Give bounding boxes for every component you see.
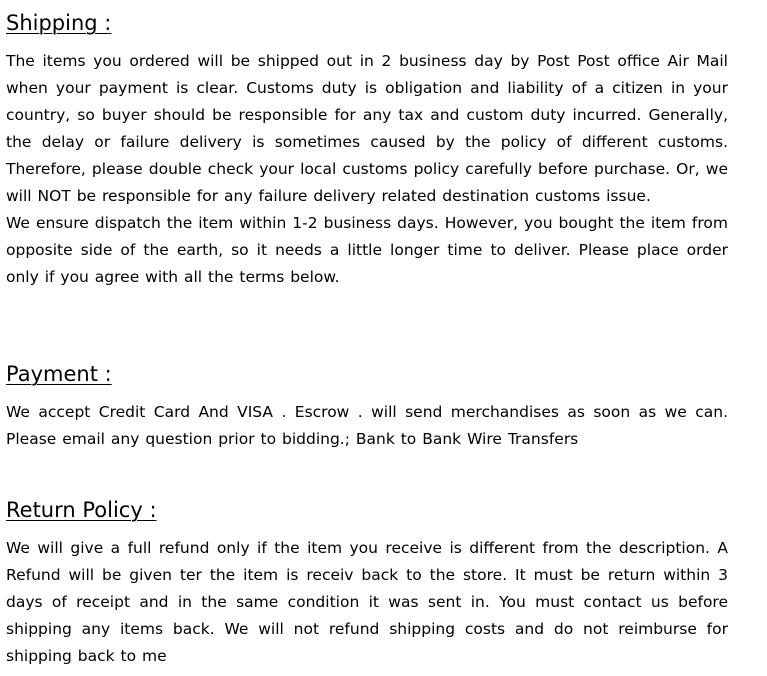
shipping-paragraph-dispatch: We ensure dispatch the item within 1-2 business days. However, you bought the item from opposite side of the earth, so it needs a little longer time to deliver. Please place order only if you agree with all the terms below. xyxy=(6,214,728,286)
return-policy-heading: Return Policy : xyxy=(6,498,157,522)
payment-section xyxy=(6,359,728,453)
return-policy-paragraph: We will give a full refund only if the item you receive is different from the description. A Refund will be given ter the item is receiv back to the store. It must be return within 3 days of receipt and in the same condition it was sent in. You must contact us before shipping any items back. We will not refund shipping costs and do not reimburse for shipping back to me xyxy=(6,539,728,665)
payment-paragraph: We accept Credit Card And VISA . Escrow . will send merchandises as soon as we can. Please email any question prior to bidding.; Bank to Bank Wire Transfers xyxy=(6,403,728,448)
shipping-heading: Shipping : xyxy=(6,11,112,35)
shipping-section xyxy=(6,8,728,291)
shipping-paragraph-customs: The items you ordered will be shipped out in 2 business day by Post Post office Air Mail when your payment is clear. Customs duty is obligation and liability of a citizen in your country, so buyer should be responsible for any tax and custom duty incurred. Generally, the delay or failure delivery is sometimes caused by the policy of different customs. Therefore, please double check your local customs policy carefully before purchase. Or, we will NOT be responsible for any failure delivery related destination customs issue. xyxy=(6,52,728,205)
payment-heading: Payment : xyxy=(6,362,112,386)
return-policy-section xyxy=(6,495,728,670)
